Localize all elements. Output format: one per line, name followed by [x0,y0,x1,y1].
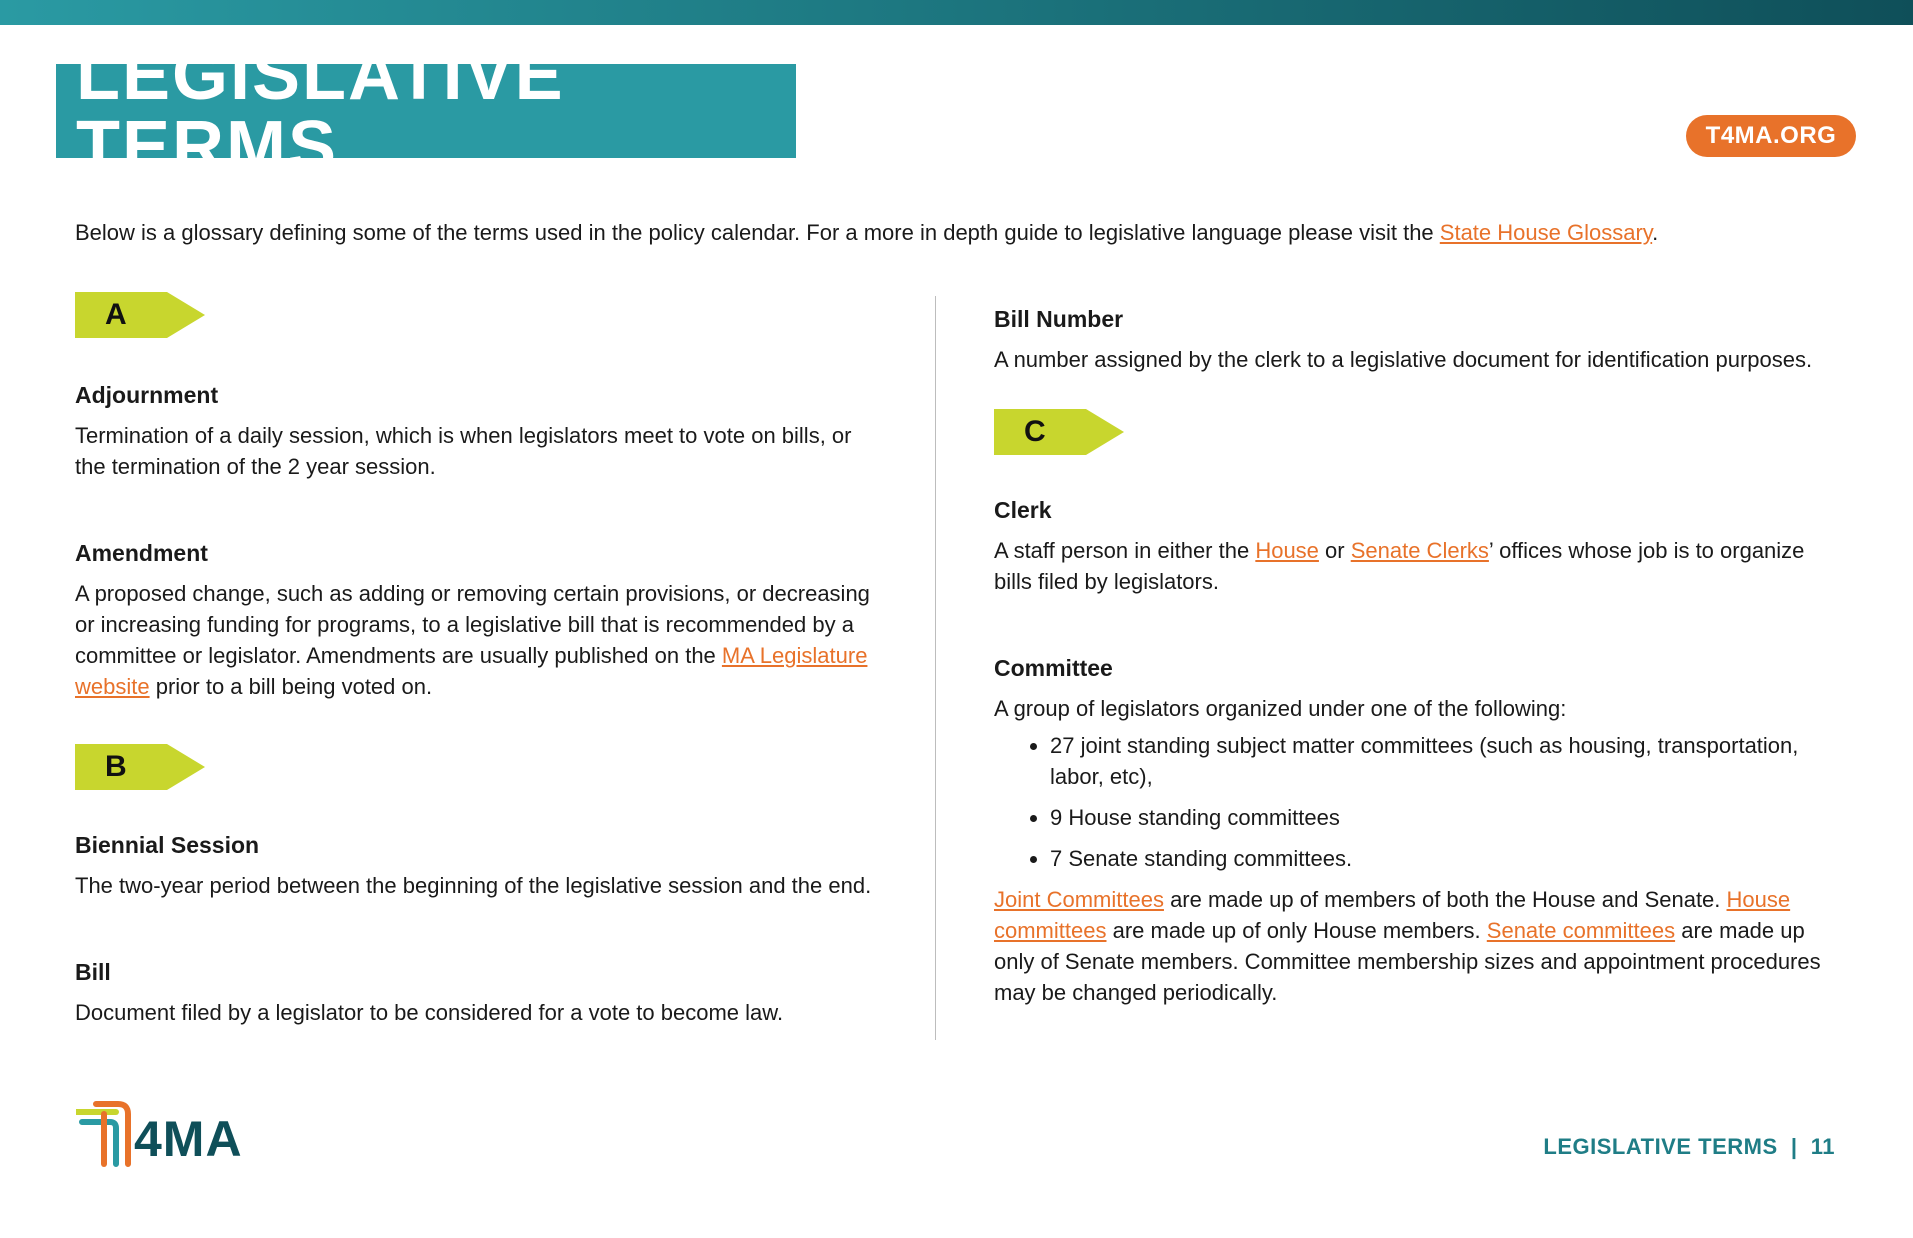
committee-text-3: are made up only of Senate members. Committee membership sizes and appointment procedures may be changed periodically. [994,918,1821,1005]
term-biennial-session: Biennial Session [75,832,260,858]
list-item: • 27 joint standing subject matter committees (such as housing, transportation, labor, etc), [1050,730,1844,792]
amendment-text: A proposed change, such as adding or removing certain provisions, or decreasing or increasing funding for programs, to a legislative bill that is recommended by a committee or legislator. Amendments are usually published on the [75,581,870,668]
site-url-badge[interactable]: T4MA.ORG [1686,115,1856,157]
committee-text-1: are made up of members of both the House and Senate. [1163,887,1727,912]
committee-detail [994,884,1844,1008]
term-adjournment: Adjournment [75,382,219,408]
left-column [75,292,875,1028]
footer-page-label: LEGISLATIVE TERMS | 11 [1543,1134,1835,1159]
column-divider [935,296,936,1040]
amendment-end: prior to a bill being voted on. [149,674,433,699]
definition-adjournment: Termination of a daily session, which is when legislators meet to vote on bills, or the termination of the 2 year session. [75,423,852,479]
term-clerk: Clerk [994,497,1052,523]
t4ma-logo [76,1100,256,1170]
logo-mark-icon [76,1100,136,1170]
section-c-tag [994,409,1124,455]
intro-text: Below is a glossary defining some of the terms used in the policy calendar. For a more in depth guide to legislative language please visit the [75,220,1440,245]
logo-word: 4MA [134,1111,243,1167]
definition-bill-number: A number assigned by the clerk to a legislative document for identification purposes. [994,347,1813,372]
clerk-text-mid: or [1318,538,1351,563]
definition-amendment [75,578,875,702]
committee-intro: A group of legislators organized under one of the following: [994,696,1567,721]
right-column [994,304,1844,1008]
intro-paragraph [75,218,1875,248]
house-link[interactable]: House [1255,538,1319,563]
term-bill: Bill [75,959,111,985]
arrow-tag-icon [75,744,205,790]
term-amendment: Amendment [75,540,208,566]
committee-list [994,730,1844,874]
list-item: • 7 Senate standing committees. [1050,843,1844,874]
section-a-letter: A [105,298,127,331]
senate-clerks-link[interactable]: Senate Clerks [1350,538,1489,563]
committee-text-2: are made up of only House members. [1106,918,1487,943]
clerk-text-start: A staff person in either the [994,538,1256,563]
ma-legislature-link[interactable]: MA Legislature website [75,643,868,699]
joint-committees-link[interactable]: Joint Committees [994,887,1164,912]
term-bill-number: Bill Number [994,306,1124,332]
arrow-tag-icon [994,409,1124,455]
intro-end: . [1652,220,1659,245]
state-house-glossary-link[interactable]: State House Glossary [1439,220,1653,245]
definition-bill: Document filed by a legislator to be considered for a vote to become law. [75,1000,784,1025]
page-title: LEGISLATIVE TERMS [76,35,565,187]
definition-clerk [994,535,1844,597]
section-a-tag [75,292,205,338]
clerk-text-end: ’ offices whose job is to organize bills filed by legislators. [994,538,1805,594]
title-banner [56,35,796,187]
section-c-letter: C [1024,415,1046,448]
senate-committees-link[interactable]: Senate committees [1486,918,1676,943]
term-committee: Committee [994,655,1113,681]
list-item: • 9 House standing committees [1050,802,1844,833]
section-b-tag [75,744,205,790]
section-b-letter: B [105,750,127,783]
house-committees-link[interactable]: House committees [994,887,1791,943]
definition-biennial-session: The two-year period between the beginning of the legislative session and the end. [75,873,872,898]
top-gradient-bar [0,0,1913,25]
arrow-tag-icon [75,292,205,338]
